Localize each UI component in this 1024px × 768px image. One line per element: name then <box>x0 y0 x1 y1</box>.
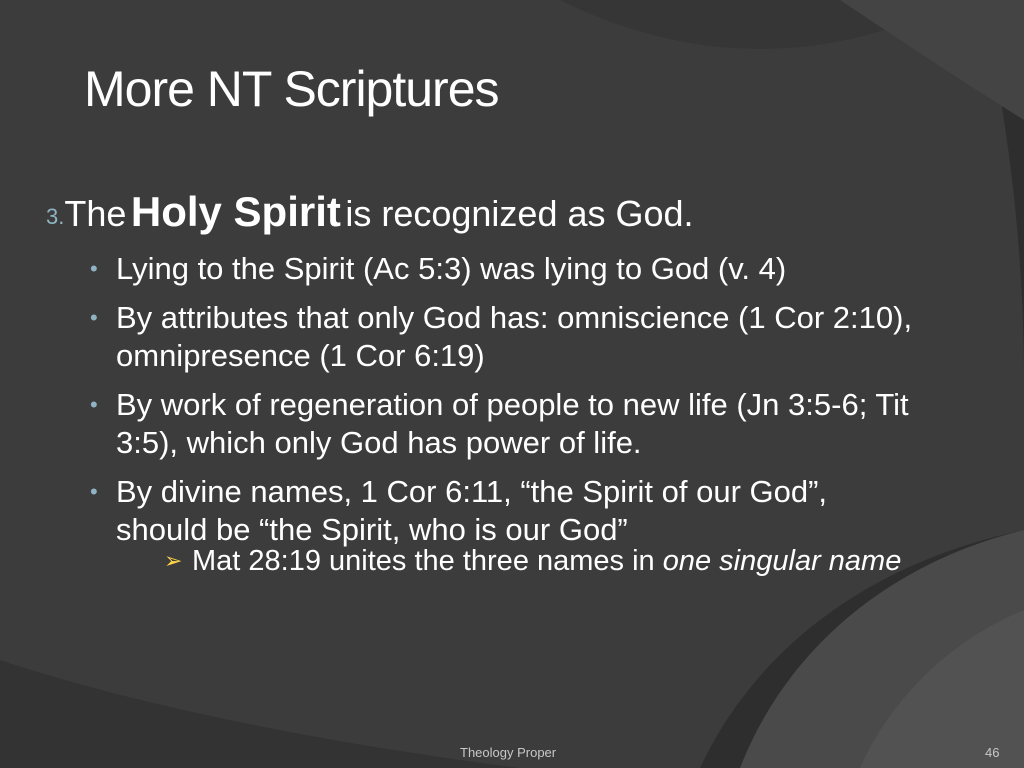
main-point-number: 3. <box>46 204 65 229</box>
bullet-item <box>86 250 916 288</box>
bullet-list <box>86 250 916 590</box>
main-point-emphasis: Holy Spirit <box>130 188 341 235</box>
round-bullet-icon: • <box>90 256 98 281</box>
bullet-item <box>86 386 916 462</box>
bullet-text: By attributes that only God has: omniscience (1 Cor 2:10), omnipresence (1 Cor 6:19) <box>116 300 913 373</box>
footer-label: Theology Proper <box>460 745 557 760</box>
slide-title: More NT Scriptures <box>84 61 499 117</box>
bullet-text: By work of regeneration of people to new life (Jn 3:5-6; Tit 3:5), which only God has power of life. <box>116 387 909 460</box>
main-point-text-before: The <box>64 193 127 234</box>
sub-bullet-item <box>164 543 952 579</box>
sub-bullet-italic: one singular name <box>662 545 902 577</box>
main-point-text-after: is recognized as God. <box>345 193 694 234</box>
round-bullet-icon: • <box>90 479 98 504</box>
bullet-text: By divine names, 1 Cor 6:11, “the Spirit of our God”, should be “the Spirit, who is our God” <box>116 474 828 547</box>
bullet-text: Lying to the Spirit (Ac 5:3) was lying to God (v. 4) <box>116 251 787 286</box>
main-point <box>46 188 694 236</box>
page-number: 46 <box>985 745 1000 760</box>
sub-bullet-text: Mat 28:19 unites the three names in <box>192 545 655 577</box>
bullet-item <box>86 473 916 579</box>
bullet-item <box>86 299 916 375</box>
round-bullet-icon: • <box>90 305 98 330</box>
round-bullet-icon: • <box>90 392 98 417</box>
arrow-bullet-icon: ➢ <box>164 548 183 573</box>
